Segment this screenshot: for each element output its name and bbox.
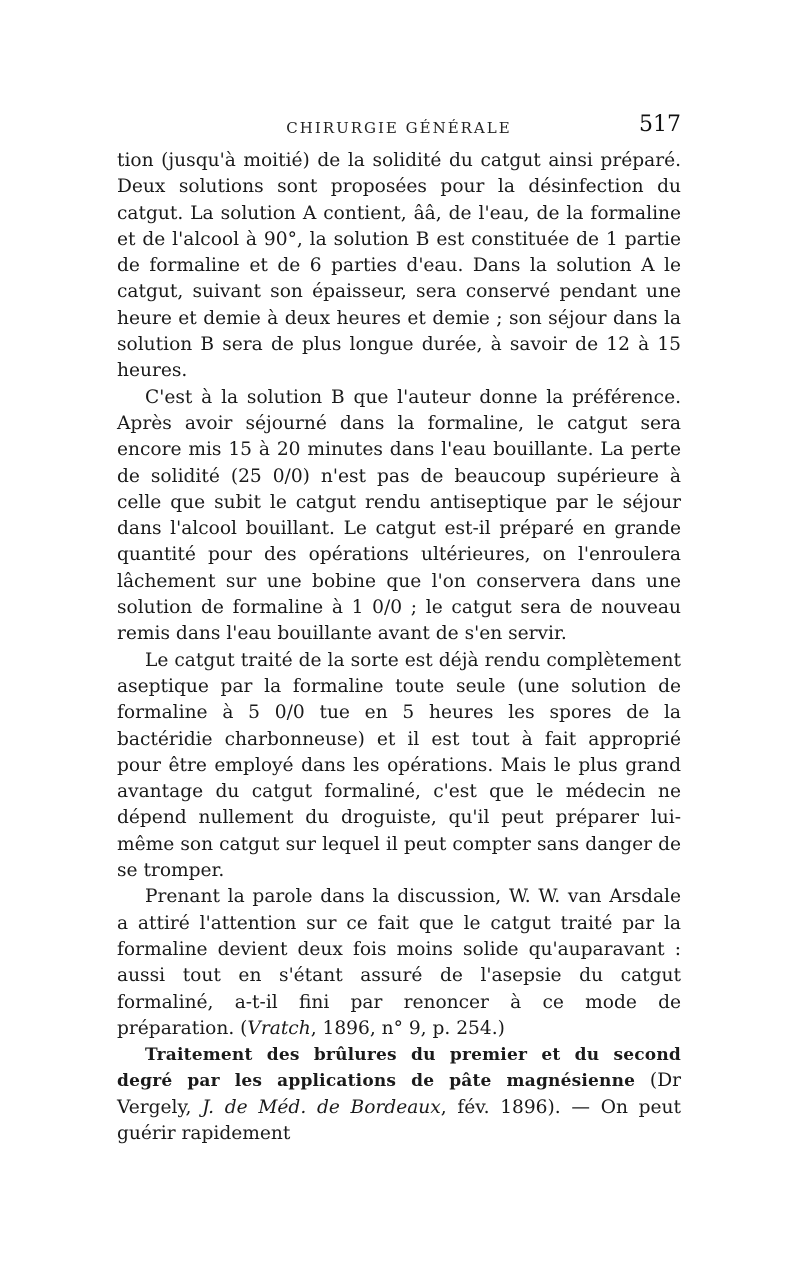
section-heading xyxy=(117,1042,681,1147)
section-author-open: (Dr Vergely, xyxy=(117,1070,681,1118)
body-text xyxy=(117,148,681,1147)
document-page xyxy=(117,112,681,1147)
citation-rest: , 1896, n° 9, p. 254.) xyxy=(310,1017,505,1039)
page-number: 517 xyxy=(639,112,681,137)
running-title: CHIRURGIE GÉNÉRALE xyxy=(286,119,512,137)
paragraph-4-text: Prenant la parole dans la discussion, W. W. van Arsdale a attiré l'attention sur ce fait que le catgut traité par la formaline devient deux fois moins solide qu'auparavant : aussi tout en s'étant assuré de l'asepsie du catgut formaliné, a-t-il fini par renoncer à ce mode de préparation. ( xyxy=(117,886,681,1039)
section-title: Traitement des brûlures du premier et du second degré par les applications de pâte magnésienne xyxy=(117,1045,681,1092)
running-head xyxy=(117,112,681,142)
paragraph-4 xyxy=(117,884,681,1042)
paragraph-2: C'est à la solution B que l'auteur donne la préférence. Après avoir séjourné dans la formaline, le catgut sera encore mis 15 à 20 minutes dans l'eau bouillante. La perte de solidité (25 0/0) n'est pas de beaucoup supérieure à celle que subit le catgut rendu antiseptique par le séjour dans l'alcool bouillant. Le catgut est-il préparé en grande quantité pour des opérations ultérieures, on l'enroulera lâchement sur une bobine que l'on conservera dans une solution de formaline à 1 0/0 ; le catgut sera de nouveau remis dans l'eau bouillante avant de s'en servir. xyxy=(117,386,681,645)
paragraph-1: tion (jusqu'à moitié) de la solidité du catgut ainsi préparé. Deux solutions sont proposées pour la désinfection du catgut. La solution A contient, ââ, de l'eau, de la formaline et de l'alcool à 90°, la solution B est constituée de 1 partie de formaline et de 6 parties d'eau. Dans la solution A le catgut, suivant son épaisseur, sera conservé pendant une heure et demie à deux heures et demie ; son séjour dans la solution B sera de plus longue durée, à savoir de 12 à 15 heures. xyxy=(117,150,681,382)
section-author-close: , fév. 1896). — On peut guérir rapidement xyxy=(117,1096,681,1144)
citation-journal: Vratch xyxy=(247,1017,311,1039)
paragraph-3: Le catgut traité de la sorte est déjà rendu complètement aseptique par la formaline toute seule (une solution de formaline à 5 0/0 tue en 5 heures les spores de la bactéridie charbonneuse) et il est tout à fait approprié pour être employé dans les opérations. Mais le plus grand avantage du catgut formaliné, c'est que le médecin ne dépend nullement du droguiste, qu'il peut préparer lui-même son catgut sur lequel il peut compter sans danger de se tromper. xyxy=(117,649,681,882)
section-journal: J. de Méd. de Bordeaux xyxy=(202,1096,441,1118)
